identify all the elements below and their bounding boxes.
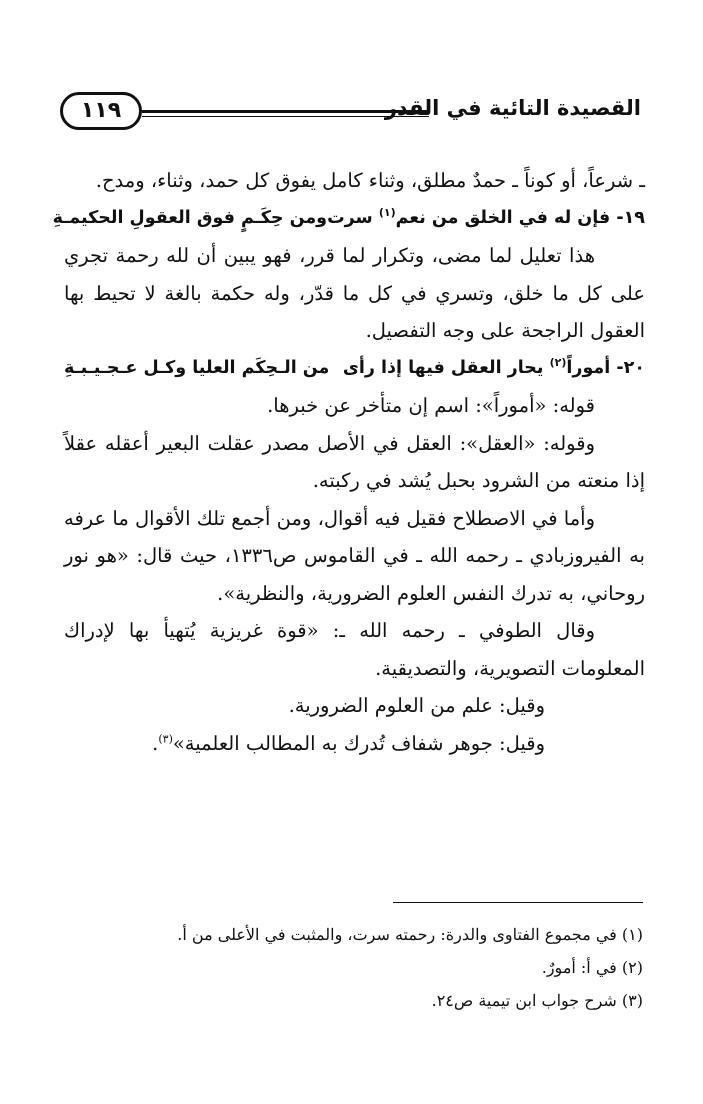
- paragraph-6: وقال الطوفي ـ رحمه الله ـ: «قوة غريزية يُتهيأ بها لإدراك المعلومات التصويرية، والتصديقية.: [64, 619, 645, 680]
- paragraph-7: وقيل: علم من العلوم الضرورية.: [288, 694, 545, 717]
- verse-20-right-tail: يحار العقل فيها إذا رأى: [342, 357, 544, 378]
- running-title: القصيدة التائية في القدر: [384, 96, 641, 120]
- footnote-ref-2[interactable]: (٢): [549, 355, 567, 369]
- verse-20-right-text: أموراً: [566, 357, 611, 378]
- paragraph-5: وأما في الاصطلاح فقيل فيه أقوال، ومن أجمع تلك الأقوال ما عرفه به الفيروزبادي ـ رحمه الله ـ في القاموس ص١٣٣٦، حيث قال: «هو نور روحاني، به تدرك النفس العلوم الضرورية، والنظرية».: [64, 506, 645, 605]
- verse-20-second-hemistich: من الـحِكَم العليا وكـل عـجـيـبـةِ: [64, 357, 330, 378]
- footnote-1: (١) في مجموع الفتاوى والدرة: رحمته سرت، والمثبت في الأعلى من أ.: [177, 925, 643, 944]
- footnotes: [60, 918, 643, 1017]
- paragraph-3: قوله: «أموراً»: اسم إن متأخر عن خبرها.: [267, 394, 595, 417]
- page-number: ١١٩: [60, 92, 142, 130]
- paragraph-8-text: وقيل: جوهر شفاف تُدرك به المطالب العلمية»: [172, 731, 545, 755]
- page-header: [60, 92, 641, 138]
- main-text: [52, 162, 645, 762]
- verse-20-number: ٢٠-: [616, 357, 645, 378]
- paragraph-8: [64, 725, 645, 763]
- footnote-ref-1[interactable]: (١): [378, 205, 396, 219]
- verse-19-first-hemistich: [327, 200, 645, 238]
- paragraph-2: هذا تعليل لما مضى، وتكرار لما قرر، فهو يبين أن لله رحمة تجري على كل ما خلق، وتسري في كل ما قدّر، وله حكمة بالغة لا تحيط بها العقول الراجحة على وجه التفصيل.: [64, 244, 645, 342]
- verse-19-right-tail: سرت: [327, 207, 373, 228]
- footnote-3: (٣) شرح جواب ابن تيمية ص٢٤.: [431, 991, 643, 1010]
- footnote-ref-3[interactable]: (٣): [158, 732, 173, 745]
- verse-19: [52, 200, 645, 238]
- verse-19-right-text: فإن له في الخلق من نعم: [395, 207, 611, 228]
- verse-20-first-hemistich: [343, 350, 645, 388]
- footnote-separator: [393, 902, 643, 903]
- footnote-2: (٢) في أ: أمورٌ.: [541, 958, 643, 977]
- header-rule: [142, 110, 429, 117]
- paragraph-4: وقوله: «العقل»: العقل في الأصل مصدر عقلت البعير أعقله عقلاً إذا منعته من الشرود بحبل يُشد في ركبته.: [64, 431, 645, 492]
- verse-19-number: ١٩-: [616, 207, 645, 228]
- paragraph-1: ـ شرعاً، أو كوناً ـ حمدٌ مطلق، وثناء كامل يفوق كل حمد، وثناء، ومدح.: [95, 169, 645, 192]
- verse-19-second-hemistich: ومن حِكَـمٍ فوق العقولِ الحكيمـةِ: [52, 207, 328, 228]
- paragraph-8-end: .: [152, 731, 159, 755]
- verse-20: [64, 350, 645, 388]
